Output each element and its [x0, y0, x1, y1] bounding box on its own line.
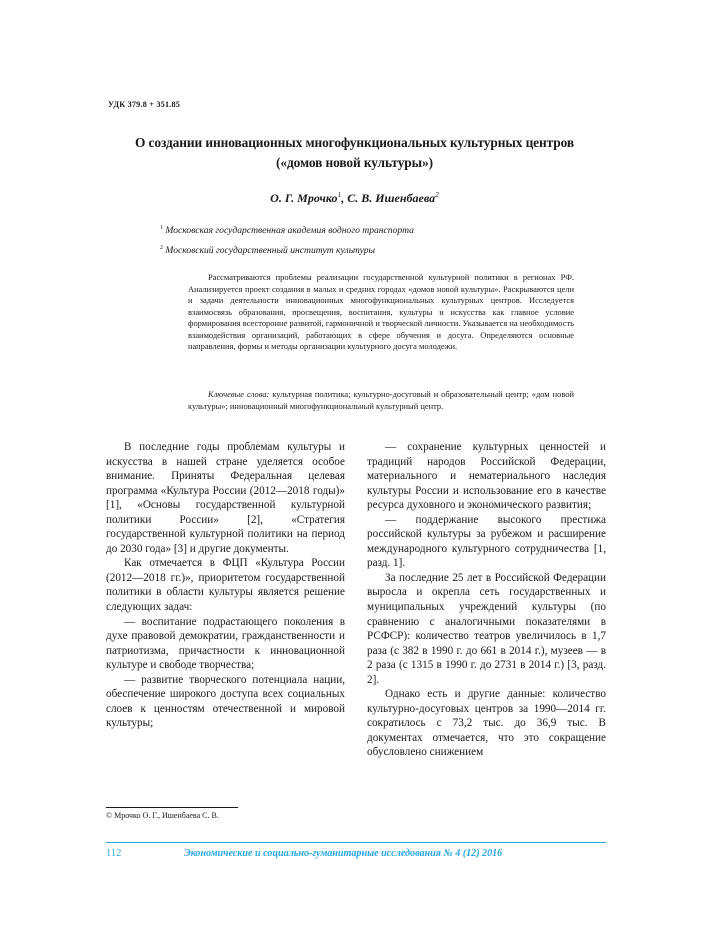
- paragraph: — поддержание высокого престижа российской культуры за рубежом и расширение международного культурного сотрудничества [1, разд. 1].: [367, 513, 606, 570]
- author-2-affiliation-marker: 2: [435, 190, 439, 199]
- paragraph: Однако есть и другие данные: количество культурно-досуговых центров за 1990—2014 гг. сократилось с 73,2 тыс. до 36,9 тыс. В документах отмечается, что это сокращение обусловлено снижением: [367, 688, 606, 759]
- abstract-text: Рассматриваются проблемы реализации государственной культурной политики в регионах РФ. Анализируется проект создания в малых и средних городах «домов новой культуры». Раскрываются цели и задачи деятельности инновационных многофункциональных культурных центров. Исследуется взаимосвязь образования, просвещения, воспитания, культуры и искусства как главное условие формирования всесторонне развитой, гармоничной и творческой личности. Указывается на необходимость взаимодействия организаций, работающих в сфере обучения и досуга. Определяются основные направления, формы и методы организации культурного досуга молодежи.: [188, 272, 574, 352]
- page-number: 112: [106, 848, 122, 860]
- title-line-1: О создании инновационных многофункциональных культурных центров: [134, 135, 575, 150]
- author-list: [88, 190, 621, 206]
- body-column-right: [367, 440, 606, 805]
- footer-rule: [106, 842, 606, 843]
- affiliation-2: [160, 240, 580, 260]
- article-title: [88, 133, 621, 173]
- copyright-text: © Мрочко О. Г., Ишенбаева С. В.: [106, 811, 219, 820]
- paragraph: В последние годы проблемам культуры и искусства в нашей стране уделяется особое внимание. Приняты Федеральная целевая программа «Культура России (2012—2018 годы)» [1], «Основы государственной культурной политики России» [2], «Стратегия государственной культурной политики на период до 2030 года» [3] и другие документы.: [106, 441, 345, 555]
- udc-code: УДК 379.8 + 351.85: [108, 100, 181, 109]
- paragraph: Как отмечается в ФЦП «Культура России (2012—2018 гг.)», приоритетом государственной политики в области культуры является решение следующих задач:: [106, 557, 345, 614]
- body-column-left: [106, 440, 345, 805]
- affiliation-1: [160, 220, 580, 240]
- author-2-name: С. В. Ишенбаева: [347, 191, 436, 205]
- keywords-block: [188, 389, 574, 413]
- affiliation-1-marker: 1: [160, 225, 163, 231]
- affiliation-2-text: Московский государственный институт культуры: [165, 244, 376, 256]
- paragraph: За последние 25 лет в Российской Федерации выросла и окрепла сеть государственных и муниципальных учреждений культуры (по сравнению с аналогичными показателями в РСФСР): количество театров увеличилось в 1,7 раза (с 382 в 1990 г. до 661 в 2014 г.), музеев — в 2 раза (с 1315 в 1990 г. до 2731 в 2014 г.) [3, разд. 2].: [367, 571, 606, 686]
- author-1-affiliation-marker: 1: [337, 190, 342, 199]
- copyright-rule: [106, 807, 238, 808]
- affiliation-1-text: Московская государственная академия водного транспорта: [165, 225, 414, 237]
- keywords-label: Ключевые слова:: [208, 389, 270, 399]
- journal-title: Экономические и социально-гуманитарные исследования № 4 (12) 2016: [184, 848, 503, 860]
- author-separator: ,: [341, 191, 348, 205]
- copyright-notice: [106, 807, 238, 820]
- page-footer: [106, 842, 606, 859]
- footer-row: [106, 848, 606, 859]
- title-line-2: («домов новой культуры»): [276, 155, 433, 170]
- paragraph: — воспитание подрастающего поколения в духе правовой демократии, гражданственности и патриотизма, причастности к инновационной культуре и свободе творчества;: [106, 615, 345, 672]
- body-columns: [106, 440, 606, 805]
- paragraph: — развитие творческого потенциала нации, обеспечение широкого доступа всех социальных слоев к ценностям отечественной и мировой культуры;: [106, 673, 345, 730]
- author-1-name: О. Г. Мрочко: [270, 191, 338, 205]
- affiliation-2-marker: 2: [160, 244, 163, 251]
- paragraph: — сохранение культурных ценностей и традиций народов Российской Федерации, материального и нематериального наследия культуры России и использование его в качестве ресурса духовного и экономического развития;: [367, 441, 606, 512]
- affiliation-list: [160, 220, 580, 259]
- keywords-text: культурная политика; культурно-досуговый и образовательный центр; «дом новой культуры»; инновационный многофункциональный культурный центр.: [188, 389, 574, 411]
